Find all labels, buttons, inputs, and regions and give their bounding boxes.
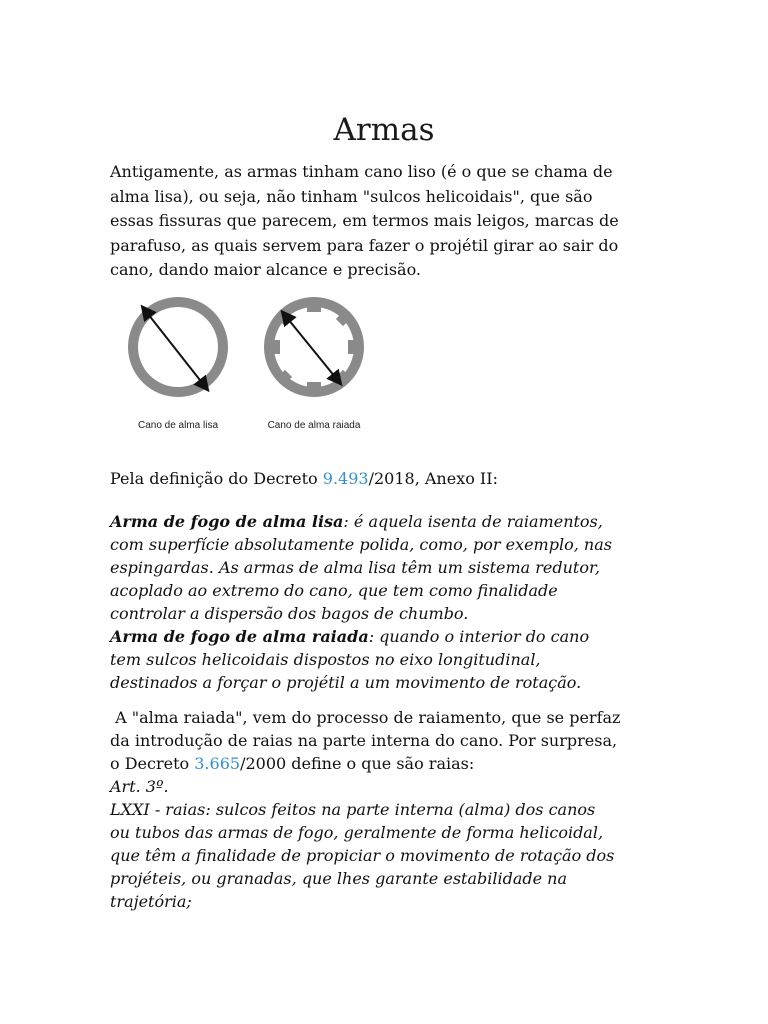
- alma-line: da introdução de raias na parte interna do cano. Por surpresa,: [110, 731, 618, 750]
- law-line: que têm a finalidade de propiciar o movimento de rotação dos: [110, 846, 615, 865]
- smooth-bore-caption: Cano de alma lisa: [137, 420, 219, 431]
- intro-line: parafuso, as quais servem para fazer o projétil girar ao sair do: [110, 235, 619, 255]
- alma-decree-after: /2000 define o que são raias:: [240, 754, 475, 773]
- law-line: projéteis, ou granadas, que lhes garante estabilidade na: [110, 869, 568, 888]
- intro-line: cano, dando maior alcance e precisão.: [110, 260, 422, 279]
- alma-line: A "alma raiada", vem do processo de raiamento, que se perfaz: [110, 708, 621, 727]
- def-lisa-text: : é aquela isenta de raiamentos,: [343, 512, 603, 531]
- def-lisa-line: controlar a dispersão dos bagos de chumbo.: [110, 604, 469, 623]
- intro-line: essas fissuras que parecem, em termos mais leigos, marcas de: [110, 211, 619, 230]
- decree-text-before: Pela definição do Decreto: [110, 469, 323, 488]
- rifled-bore-caption: Cano de alma raiada: [267, 420, 361, 431]
- decree-reference: [110, 467, 650, 492]
- barrel-diagram: [118, 292, 398, 438]
- smooth-bore-cross-section: [128, 297, 228, 397]
- def-lisa-line: espingardas. As armas de alma lisa têm um sistema redutor,: [110, 558, 600, 577]
- rifled-bore-cross-section: [264, 297, 364, 397]
- def-raiada-first-line: [110, 625, 670, 648]
- definitions-block: [110, 510, 670, 694]
- def-lisa-term: Arma de fogo de alma lisa: [110, 512, 344, 531]
- intro-line: alma lisa), ou seja, não tinham "sulcos helicoidais", que são: [110, 186, 593, 206]
- def-lisa-first-line: [110, 510, 670, 533]
- def-raiada-line: tem sulcos helicoidais dispostos no eixo longitudinal,: [110, 650, 541, 669]
- def-lisa-line: com superfície absolutamente polida, como, por exemplo, nas: [110, 535, 612, 554]
- law-line: Art. 3º.: [110, 777, 169, 796]
- decree-text-after: /2018, Anexo II:: [368, 469, 498, 488]
- def-raiada-text: : quando o interior do cano: [368, 627, 590, 646]
- decree-3665-link[interactable]: 3.665: [194, 754, 241, 773]
- law-line: LXXI - raias: sulcos feitos na parte interna (alma) dos canos: [110, 800, 596, 819]
- law-line: trajetória;: [110, 892, 192, 911]
- alma-decree-line: [110, 752, 650, 775]
- alma-decree-before: o Decreto: [110, 754, 195, 773]
- def-raiada-term: Arma de fogo de alma raiada: [110, 627, 369, 646]
- def-lisa-line: acoplado ao extremo do cano, que tem como finalidade: [110, 581, 558, 600]
- intro-paragraph: [110, 160, 650, 283]
- page-title: Armas: [333, 112, 435, 148]
- alma-raiada-paragraph: [110, 706, 650, 913]
- def-raiada-line: destinados a forçar o projétil a um movimento de rotação.: [110, 673, 582, 692]
- decree-9493-link[interactable]: 9.493: [322, 469, 369, 488]
- intro-line: Antigamente, as armas tinham cano liso (é o que se chama de: [110, 162, 613, 181]
- law-line: ou tubos das armas de fogo, geralmente de forma helicoidal,: [110, 823, 604, 842]
